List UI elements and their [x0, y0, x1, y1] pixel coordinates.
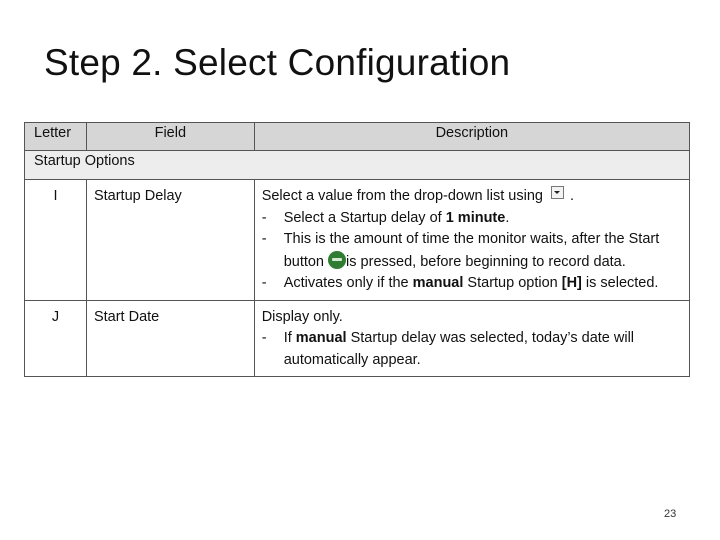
intro-text: Select a value from the drop-down list using — [261, 188, 543, 204]
list-item: - Select a Startup delay of 1 minute. — [262, 208, 685, 230]
dropdown-button-icon — [551, 186, 564, 199]
row-letter: J — [25, 300, 87, 377]
row-description — [254, 300, 689, 377]
intro-period: . — [569, 188, 575, 204]
bullet-list — [262, 208, 685, 295]
table-row — [25, 300, 690, 377]
bullet-list — [262, 328, 685, 371]
section-row — [25, 151, 690, 180]
row-field: Startup Delay — [86, 180, 254, 301]
list-item: - Activates only if the manual Startup option [H] is selected. — [262, 273, 685, 295]
description-intro — [262, 186, 685, 208]
header-letter: Letter — [25, 123, 87, 151]
table-header-row — [25, 123, 690, 151]
slide-title: Step 2. Select Configuration — [44, 42, 511, 83]
table-row — [25, 180, 690, 301]
section-label: Startup Options — [25, 151, 690, 180]
row-field: Start Date — [86, 300, 254, 377]
configuration-table — [24, 122, 690, 377]
row-letter: I — [25, 180, 87, 301]
header-description: Description — [254, 123, 689, 151]
page-number: 23 — [664, 508, 677, 520]
start-button-icon — [328, 251, 346, 269]
description-intro: Display only. — [261, 308, 343, 325]
list-item: - If manual Startup delay was selected, today’s date will automatically appear. — [262, 328, 685, 371]
row-description — [254, 180, 689, 301]
list-item: - This is the amount of time the monitor waits, after the Start button is pressed, before beginning to record data. — [262, 229, 685, 273]
header-field: Field — [86, 123, 254, 151]
